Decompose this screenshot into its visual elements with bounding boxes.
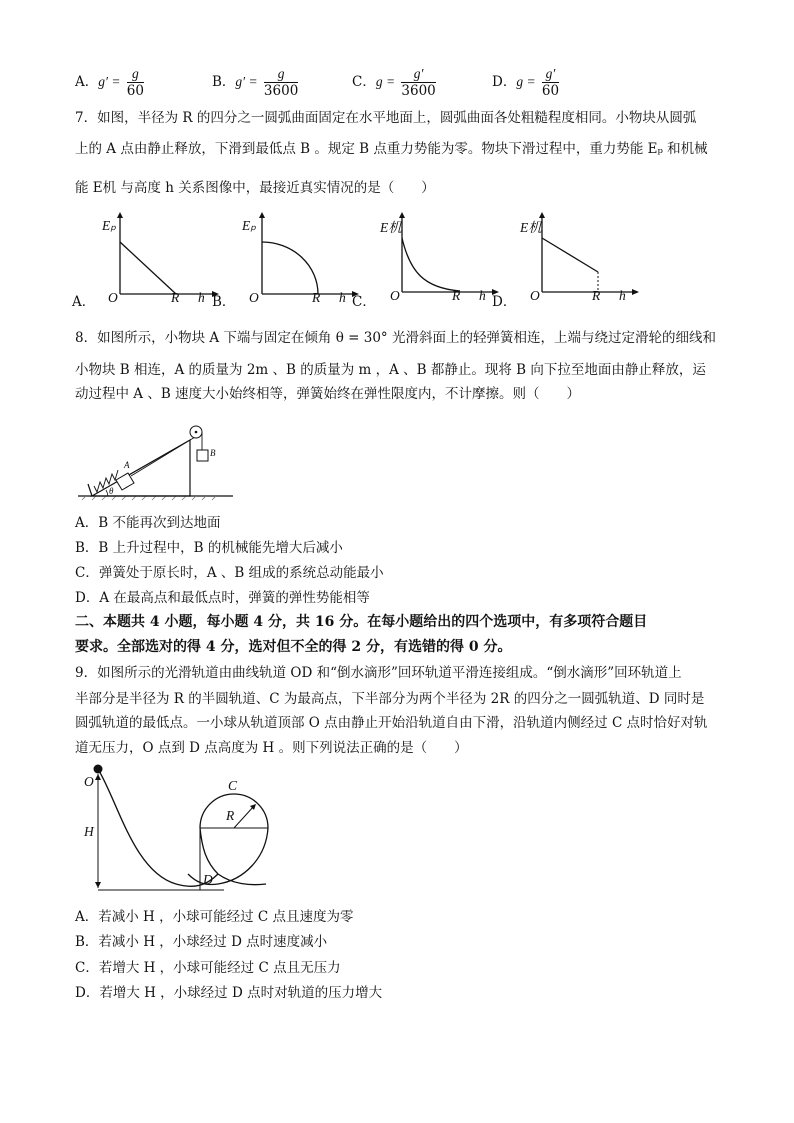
q8-option-d: D．A 在最高点和最低点时，弹簧的弹性势能相等 bbox=[75, 590, 370, 606]
q6-option-a: A．g′ = $\frac{g}{60}$ bbox=[75, 66, 144, 99]
q9-track-figure: O H C R D bbox=[76, 762, 276, 900]
fraction: $\frac{g}{60}$ bbox=[126, 66, 144, 99]
q9-line-1: 9．如图所示的光滑轨道由曲线轨道 OD 和“倒水滴形”回环轨道平滑连接组成。“倒水滴形”回环轨道上 bbox=[75, 665, 682, 681]
fraction: $\frac{g'}{3600}$ bbox=[401, 66, 436, 99]
q7-line-1: 7．如图，半径为 R 的四分之一圆弧曲面固定在水平地面上，圆弧曲面各处粗糙程度相同。小物块从圆弧 bbox=[75, 110, 697, 126]
q9-option-a: A．若减小 H ，小球可能经过 C 点且速度为零 bbox=[75, 909, 354, 925]
section-2-header-line-2: 要求。全部选对的得 4 分，选对但不全的得 2 分，有选错的得 0 分。 bbox=[75, 639, 512, 655]
q7-line-2: 上的 A 点由静止释放，下滑到最低点 B 。规定 B 点重力势能为零。物块下滑过程中，重力势能 Eₚ 和机械 bbox=[75, 141, 708, 157]
q7-graph-d: D． E机 O R h bbox=[492, 212, 642, 316]
q6-option-d: D．g = $\frac{g'}{60}$ bbox=[492, 66, 560, 99]
q8-option-b: B．B 上升过程中，B 的机械能先增大后减小 bbox=[75, 540, 343, 556]
q9-line-2: 半部分是半径为 R 的半圆轨道、C 为最高点，下半部分为两个半径为 2R 的四分之一圆弧轨道、D 同时是 bbox=[75, 691, 705, 707]
q8-line-2: 小物块 B 相连，A 的质量为 2m 、B 的质量为 m ，A 、B 都静止。现将 B 向下拉至地面由静止释放，运 bbox=[75, 362, 706, 378]
q6-option-b: B．g′ = $\frac{g}{3600}$ bbox=[212, 66, 299, 99]
section-2-header-line-1: 二、本题共 4 小题，每小题 4 分，共 16 分。在每小题给出的四个选项中，有多项符合题目 bbox=[75, 614, 648, 630]
fraction: $\frac{g'}{60}$ bbox=[541, 66, 560, 99]
q9-option-b: B．若减小 H ，小球经过 D 点时速度减小 bbox=[75, 934, 328, 950]
q7-line-3: 能 E机 与高度 h 关系图像中，最接近真实情况的是（ ） bbox=[75, 180, 435, 196]
q8-line-1: 8．如图所示，小物块 A 下端与固定在倾角 θ = 30° 光滑斜面上的轻弹簧相连，上端与绕过定滑轮的细线和 bbox=[75, 330, 716, 346]
q9-line-3: 圆弧轨道的最低点。一小球从轨道顶部 O 点由静止开始沿轨道自由下滑，沿轨道内侧经过 C 点时恰好对轨 bbox=[75, 715, 708, 731]
fraction: $\frac{g}{3600}$ bbox=[263, 66, 299, 99]
q8-option-a: A．B 不能再次到达地面 bbox=[75, 515, 221, 531]
q7-graph-a: A． Eₚ O R h bbox=[72, 212, 222, 316]
q7-graph-c: C． E机 O R h bbox=[352, 212, 502, 316]
q6-option-c: C．g = $\frac{g'}{3600}$ bbox=[352, 66, 436, 99]
q9-option-d: D．若增大 H ，小球经过 D 点时对轨道的压力增大 bbox=[75, 985, 383, 1001]
q7-graph-b: B． Eₚ O R h bbox=[212, 212, 362, 316]
q9-line-4: 道无压力，O 点到 D 点高度为 H 。则下列说法正确的是（ ） bbox=[75, 740, 468, 756]
q8-incline-figure: A B θ bbox=[78, 410, 238, 510]
q8-line-3: 动过程中 A 、B 速度大小始终相等，弹簧始终在弹性限度内，不计摩擦。则（ ） bbox=[75, 386, 581, 402]
q9-option-c: C．若增大 H ，小球可能经过 C 点且无压力 bbox=[75, 960, 341, 976]
q8-option-c: C．弹簧处于原长时，A 、B 组成的系统总动能最小 bbox=[75, 565, 384, 581]
